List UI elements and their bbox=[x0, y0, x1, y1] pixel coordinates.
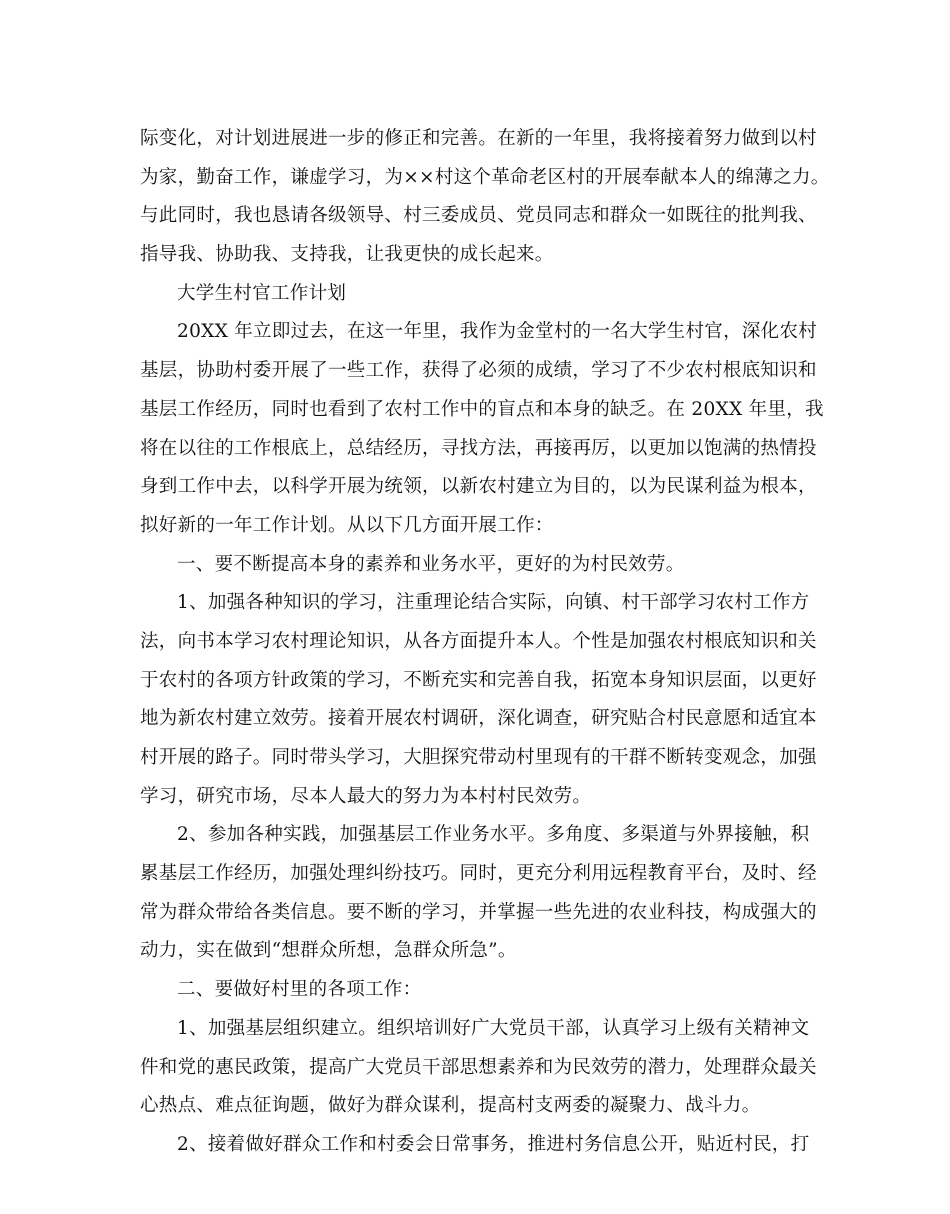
text-line: 2、参加各种实践，加强基层工作业务水平。多角度、多渠道与外界接触，积 bbox=[177, 824, 810, 846]
text-line: 基层工作经历，同时也看到了农村工作中的盲点和本身的缺乏。在 20XX 年里，我 bbox=[140, 398, 824, 420]
section-title: 大学生村官工作计划 bbox=[177, 282, 347, 304]
text-line: 村开展的路子。同时带头学习，大胆探究带动村里现有的干群不断转变观念，加强 bbox=[140, 747, 817, 768]
section-heading: 一、要不断提高本身的素养和业务水平，更好的为村民效劳。 bbox=[177, 553, 685, 575]
text-line: 心热点、难点征询题，做好为群众谋利，提高村支两委的凝聚力、战斗力。 bbox=[140, 1095, 761, 1117]
text-line: 动力，实在做到“想群众所想，急群众所急”。 bbox=[140, 940, 517, 962]
section-heading: 二、要做好村里的各项工作： bbox=[177, 979, 422, 1001]
text-line: 与此同时，我也恳请各级领导、村三委成员、党员同志和群众一如既往的批判我、 bbox=[140, 205, 817, 227]
text-line: 指导我、协助我、支持我，让我更快的成长起来。 bbox=[140, 244, 554, 266]
text-line: 地为新农村建立效劳。接着开展农村调研，深化调查，研究贴合村民意愿和适宜本 bbox=[140, 708, 817, 730]
text-line: 1、加强基层组织建立。组织培训好广大党员干部，认真学习上级有关精神文 bbox=[177, 1017, 810, 1039]
text-line: 1、加强各种知识的学习，注重理论结合实际，向镇、村干部学习农村工作方 bbox=[177, 592, 810, 614]
text-line: 学习，研究市场，尽本人最大的努力为本村村民效劳。 bbox=[140, 785, 592, 807]
text-line: 法，向书本学习农村理论知识，从各方面提升本人。个性是加强农村根底知识和关 bbox=[140, 630, 817, 652]
text-line: 基层，协助村委开展了一些工作，获得了必须的成绩，学习了不少农村根底知识和 bbox=[140, 360, 817, 382]
text-line: 累基层工作经历，加强处理纠纷技巧。同时，更充分利用远程教育平台，及时、经 bbox=[140, 863, 817, 885]
text-line: 为家，勤奋工作，谦虚学习，为××村这个革命老区村的开展奉献本人的绵薄之力。 bbox=[140, 166, 830, 188]
text-line: 拟好新的一年工作计划。从以下几方面开展工作： bbox=[140, 514, 554, 536]
text-line: 件和党的惠民政策，提高广大党员干部思想素养和为民效劳的潜力，处理群众最关 bbox=[140, 1056, 817, 1078]
text-line: 常为群众带给各类信息。要不断的学习，并掌握一些先进的农业科技，构成强大的 bbox=[140, 901, 817, 923]
text-line: 将在以往的工作根底上，总结经历，寻找方法，再接再厉，以更加以饱满的热情投 bbox=[140, 437, 817, 459]
text-line: 际变化，对计划进展进一步的修正和完善。在新的一年里，我将接着努力做到以村 bbox=[140, 128, 817, 149]
text-line: 于农村的各项方针政策的学习，不断充实和完善自我，拓宽本身知识层面，以更好 bbox=[140, 669, 817, 691]
text-line: 身到工作中去，以科学开展为统领，以新农村建立为目的，以为民谋利益为根本， bbox=[140, 476, 817, 498]
document-body bbox=[140, 120, 830, 1165]
text-line: 2、接着做好群众工作和村委会日常事务，推进村务信息公开，贴近村民，打 bbox=[177, 1133, 810, 1155]
text-line: 20XX 年立即过去，在这一年里，我作为金堂村的一名大学生村官，深化农村 bbox=[177, 321, 818, 343]
